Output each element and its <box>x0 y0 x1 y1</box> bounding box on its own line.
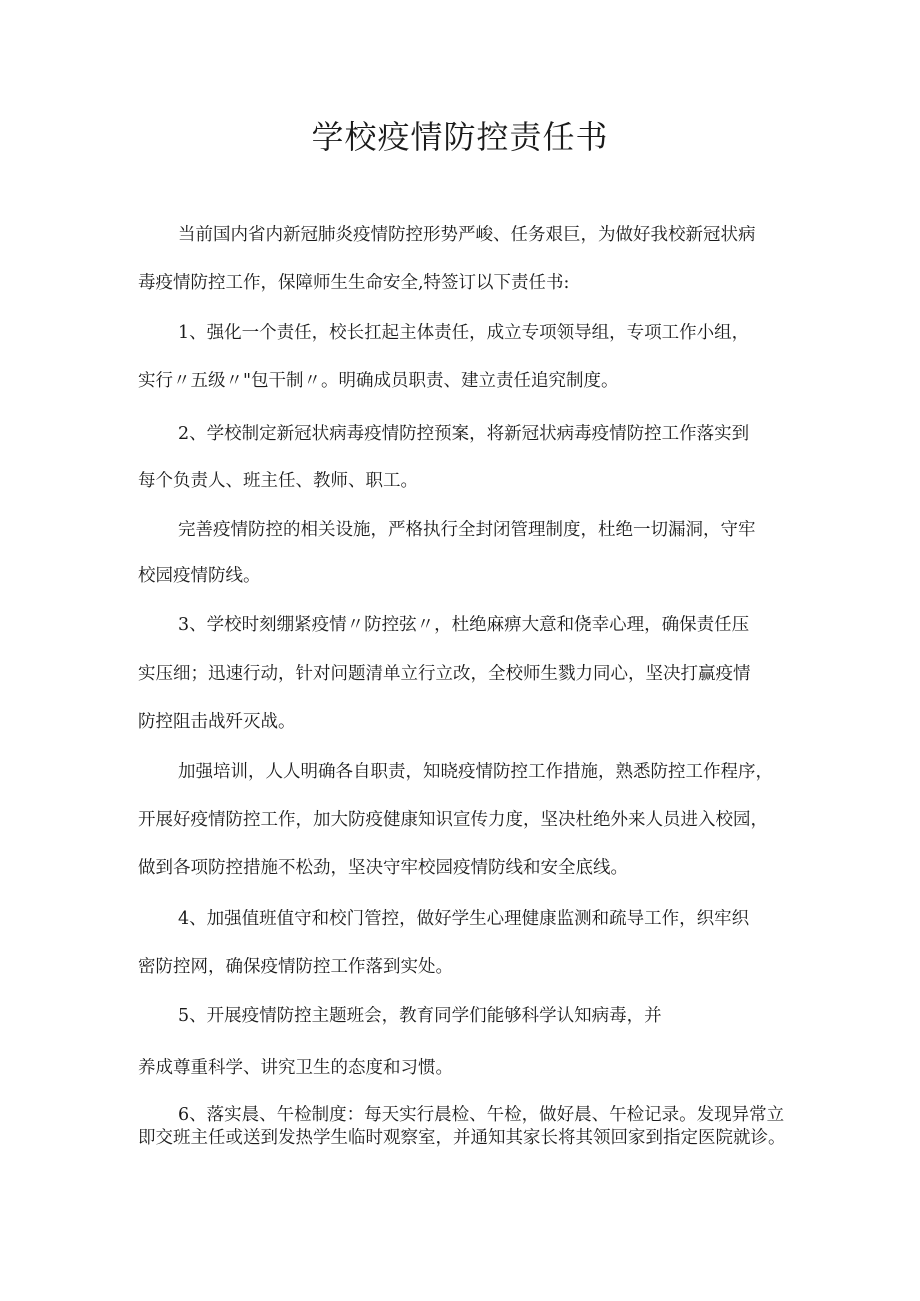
paragraph-line: 当前国内省内新冠肺炎疫情防控形势严峻、任务艰巨，为做好我校新冠状病 <box>178 225 756 245</box>
paragraph-line: 加强培训，人人明确各自职责，知晓疫情防控工作措施，熟悉防控工作程序， <box>178 762 773 782</box>
paragraph-last: 6、落实晨、午检制度：每天实行晨检、午检，做好晨、午检记录。发现异常立即交班主任或送到发热学生临时观察室，并通知其家长将其领回家到指定医院就诊。 <box>138 1105 786 1148</box>
paragraph-line: 4、加强值班值守和校门管控，做好学生心理健康监测和疏导工作，织牢织 <box>178 909 750 929</box>
paragraph-line: 密防控网，确保疫情防控工作落到实处。 <box>138 957 453 977</box>
paragraph-line: 完善疫情防控的相关设施，严格执行全封闭管理制度，杜绝一切漏洞，守牢 <box>178 520 756 540</box>
paragraph-line: 校园疫情防线。 <box>138 566 261 586</box>
paragraph-line: 实行〃五级〃"包干制〃。明确成员职责、建立责任追究制度。 <box>138 371 619 391</box>
paragraph-line: 防控阻击战歼灭战。 <box>138 712 296 732</box>
document-title: 学校疫情防控责任书 <box>311 118 609 156</box>
paragraph-line: 毒疫情防控工作，保障师生生命安全,特签订以下责任书: <box>138 273 570 293</box>
paragraph-line: 5、开展疫情防控主题班会，教育同学们能够科学认知病毒，并 <box>178 1006 662 1026</box>
paragraph-line: 3、学校时刻绷紧疫情〃防控弦〃，杜绝麻痹大意和侥幸心理，确保责任压 <box>178 615 750 635</box>
paragraph-line: 做到各项防控措施不松劲，坚决守牢校园疫情防线和安全底线。 <box>138 858 628 878</box>
paragraph-line: 每个负责人、班主任、教师、职工。 <box>138 471 418 491</box>
paragraph-line: 1、强化一个责任，校长扛起主体责任，成立专项领导组，专项工作小组， <box>178 323 750 343</box>
paragraph-line: 开展好疫情防控工作，加大防疫健康知识宣传力度，坚决杜绝外来人员进入校园， <box>138 810 768 830</box>
paragraph-line: 养成尊重科学、讲究卫生的态度和习惯。 <box>138 1058 453 1078</box>
paragraph-line: 2、学校制定新冠状病毒疫情防控预案，将新冠状病毒疫情防控工作落实到 <box>178 424 750 444</box>
paragraph-line: 实压细；迅速行动，针对问题清单立行立改，全校师生戮力同心，坚决打赢疫情 <box>138 664 751 684</box>
